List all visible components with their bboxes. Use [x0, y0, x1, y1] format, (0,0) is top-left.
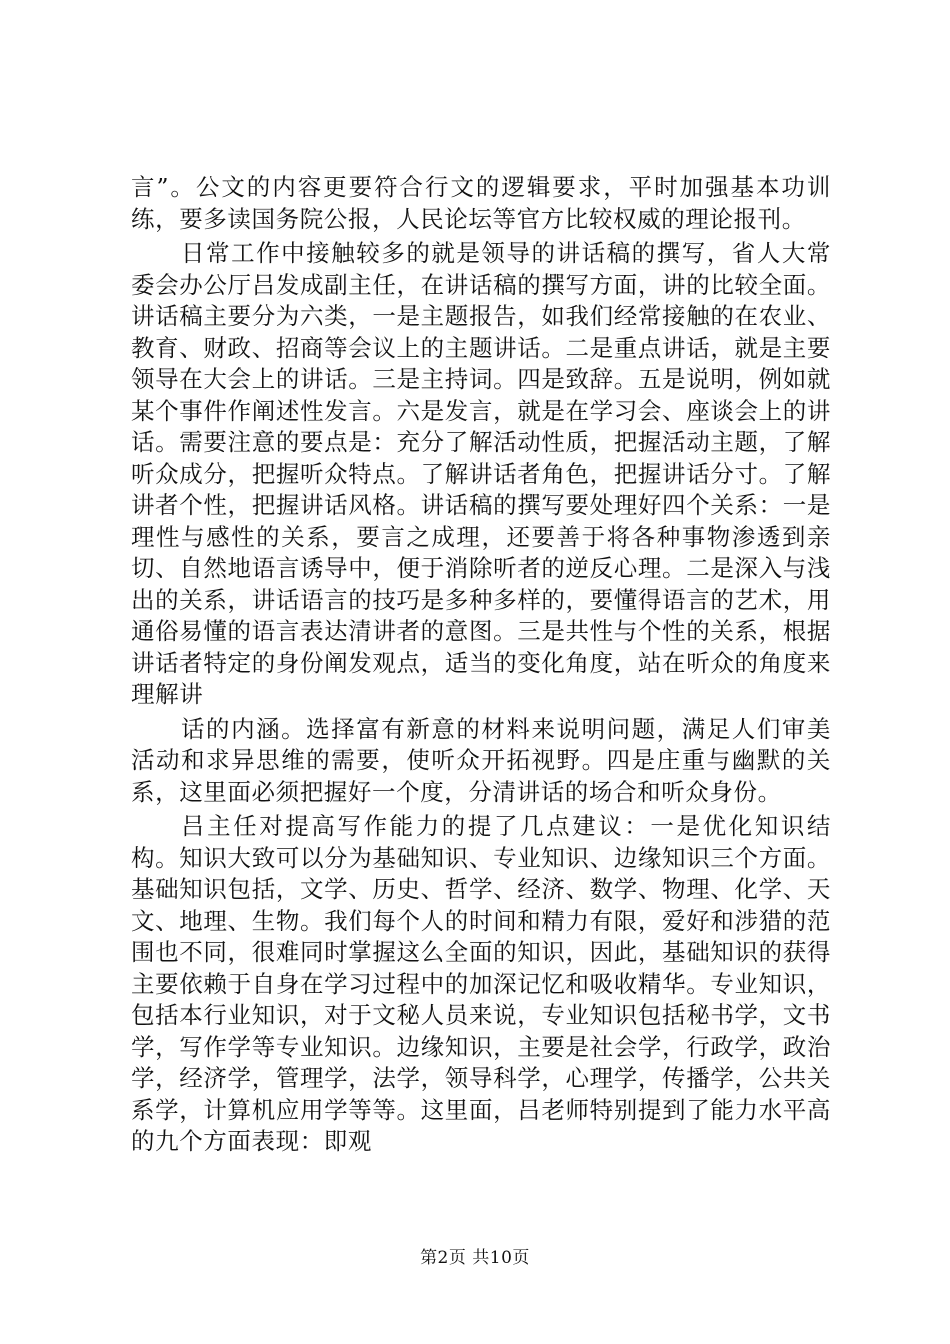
paragraph-2: 日常工作中接触较多的就是领导的讲话稿的撰写，省人大常委会办公厅吕发成副主任，在讲话稿的撰写方面，讲的比较全面。讲话稿主要分为六类，一是主题报告，如我们经常接触的在农业、教育、财政、招商等会议上的主题讲话。二是重点讲话，就是主要领导在大会上的讲话。三是主持词。四是致辞。五是说明，例如就某个事件作阐述性发言。六是发言，就是在学习会、座谈会上的讲话。需要注意的要点是：充分了解活动性质，把握活动主题，了解听众成分，把握听众特点。了解讲话者角色，把握讲话分寸。了解讲者个性，把握讲话风格。讲话稿的撰写要处理好四个关系：一是理性与感性的关系，要言之成理，还要善于将各种事物渗透到亲切、自然地语言诱导中，便于消除听者的逆反心理。二是深入与浅出的关系，讲话语言的技巧是多种多样的，要懂得语言的艺术，用通俗易懂的语言表达清讲者的意图。三是共性与个性的关系，根据讲话者特定的身份阐发观点，适当的变化角度，站在听众的角度来理解讲 [131, 239, 831, 708]
document-body [131, 172, 831, 1158]
paragraph-3: 话的内涵。选择富有新意的材料来说明问题，满足人们审美活动和求异思维的需要，使听众开拓视野。四是庄重与幽默的关系，这里面必须把握好一个度，分清讲话的场合和听众身份。 [131, 714, 831, 806]
paragraph-1: 言”。公文的内容更要符合行文的逻辑要求，平时加强基本功训练，要多读国务院公报，人民论坛等官方比较权威的理论报刊。 [131, 173, 831, 233]
paragraph-4: 吕主任对提高写作能力的提了几点建议：一是优化知识结构。知识大致可以分为基础知识、专业知识、边缘知识三个方面。基础知识包括，文学、历史、哲学、经济、数学、物理、化学、天文、地理、生物。我们每个人的时间和精力有限，爱好和涉猎的范围也不同，很难同时掌握这么全面的知识，因此，基础知识的获得主要依赖于自身在学习过程中的加深记忆和吸收精华。专业知识，包括本行业知识，对于文秘人员来说，专业知识包括秘书学，文书学，写作学等专业知识。边缘知识，主要是社会学，行政学，政治学，经济学，管理学，法学，领导科学，心理学，传播学，公共关系学，计算机应用学等等。这里面，吕老师特别提到了能力水平高的九个方面表现：即观 [131, 812, 831, 1155]
page-number-footer: 第2页 共10页 [420, 1248, 530, 1268]
